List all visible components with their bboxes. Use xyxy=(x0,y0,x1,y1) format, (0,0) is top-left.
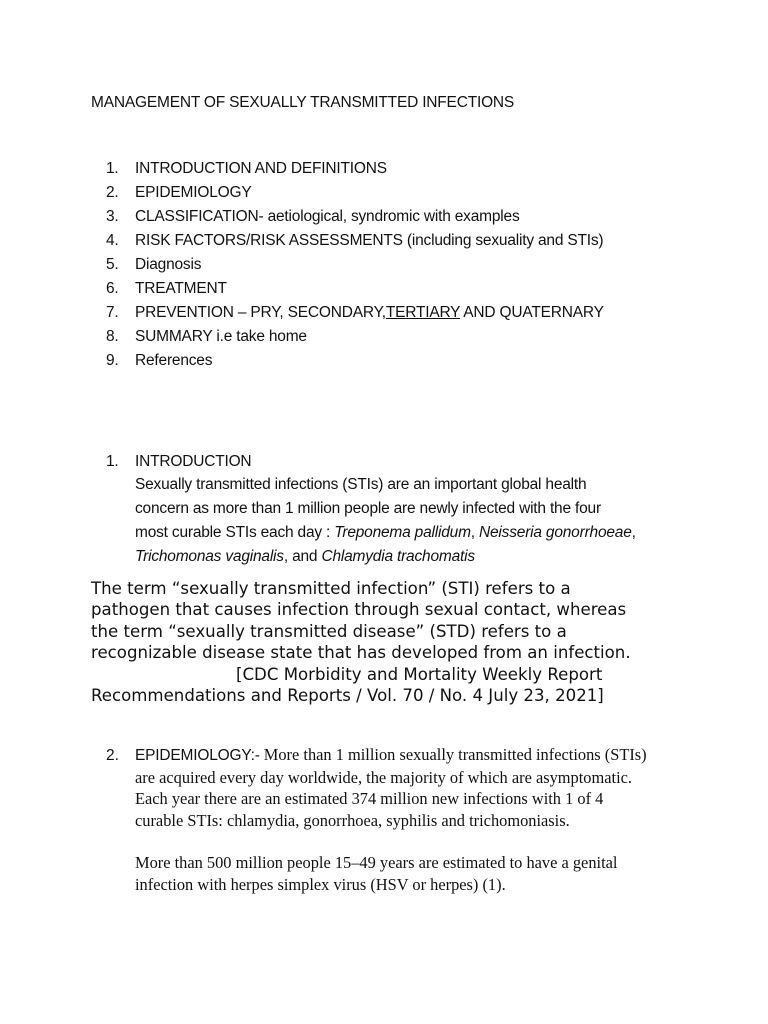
pathogen-name: Treponema pallidum xyxy=(334,524,471,541)
quote-line: recognizable disease state that has developed from an infection. xyxy=(91,643,631,663)
introduction-section xyxy=(106,451,675,569)
toc-number: 4. xyxy=(106,232,119,249)
toc-item xyxy=(106,181,604,205)
toc-text: Diagnosis xyxy=(135,256,202,273)
paragraph-text: More than 1 million sexually transmitted infections (STIs) xyxy=(259,745,647,764)
table-of-contents xyxy=(106,157,604,373)
text-run: , xyxy=(631,524,636,541)
toc-item xyxy=(106,229,604,253)
toc-number: 3. xyxy=(106,208,119,225)
section-heading xyxy=(106,451,675,473)
pathogen-name: Trichomonas vaginalis xyxy=(135,548,284,565)
section-number: 1. xyxy=(106,453,119,470)
toc-item xyxy=(106,349,604,373)
toc-item xyxy=(106,205,604,229)
toc-item xyxy=(106,253,604,277)
toc-text: CLASSIFICATION- aetiological, syndromic with examples xyxy=(135,208,520,225)
text-run: most curable STIs each day : xyxy=(135,524,335,541)
toc-number: 6. xyxy=(106,280,119,297)
pathogen-name: Neisseria gonorrhoeae xyxy=(479,524,632,541)
section-title: EPIDEMIOLOGY:- xyxy=(135,747,260,764)
section-heading xyxy=(106,744,706,767)
paragraph-spacer xyxy=(106,831,706,852)
citation: [CDC Morbidity and Mortality Weekly Report xyxy=(236,664,603,684)
paragraph-line: Sexually transmitted infections (STIs) are an important global health xyxy=(135,476,587,493)
document-title: MANAGEMENT OF SEXUALLY TRANSMITTED INFECTIONS xyxy=(91,94,515,111)
paragraph-line: infection with herpes simplex virus (HSV or herpes) (1). xyxy=(135,874,506,894)
toc-text: References xyxy=(135,352,213,369)
definition-quote xyxy=(91,578,691,706)
introduction-paragraph xyxy=(135,473,675,569)
toc-item xyxy=(106,325,604,349)
toc-number: 1. xyxy=(106,160,119,177)
pathogen-name: Chlamydia trachomatis xyxy=(321,548,475,565)
toc-item xyxy=(106,277,604,301)
toc-text: AND QUATERNARY xyxy=(460,304,604,321)
toc-text: TREATMENT xyxy=(135,280,227,297)
section-title: INTRODUCTION xyxy=(135,453,252,470)
paragraph-line: are acquired every day worldwide, the majority of which are asymptomatic. xyxy=(135,767,632,787)
toc-text: EPIDEMIOLOGY xyxy=(135,184,252,201)
paragraph-line: More than 500 million people 15–49 years are estimated to have a genital xyxy=(135,853,618,872)
paragraph-line xyxy=(135,545,675,569)
paragraph-line xyxy=(135,521,675,545)
paragraph-line: concern as more than 1 million people are newly infected with the four xyxy=(135,500,601,517)
text-run: , and xyxy=(283,548,322,565)
toc-number: 8. xyxy=(106,328,119,345)
toc-item xyxy=(106,301,604,325)
toc-number: 9. xyxy=(106,352,119,369)
paragraph-line: curable STIs: chlamydia, gonorrhoea, syphilis and trichomoniasis. xyxy=(135,810,570,830)
toc-number: 2. xyxy=(106,184,119,201)
toc-text: SUMMARY i.e take home xyxy=(135,328,307,345)
citation: Recommendations and Reports / Vol. 70 / No. 4 July 23, 2021] xyxy=(91,686,604,706)
toc-text: PREVENTION – PRY, SECONDARY, xyxy=(135,304,386,321)
quote-line: The term “sexually transmitted infection” (STI) refers to a xyxy=(91,579,571,598)
toc-text: INTRODUCTION AND DEFINITIONS xyxy=(135,160,387,177)
section-number: 2. xyxy=(106,747,119,764)
epidemiology-section xyxy=(106,744,706,895)
paragraph-line: Each year there are an estimated 374 million new infections with 1 of 4 xyxy=(135,789,604,808)
toc-text: RISK FACTORS/RISK ASSESSMENTS (including sexuality and STIs) xyxy=(135,232,604,249)
quote-line: pathogen that causes infection through sexual contact, whereas xyxy=(91,600,627,620)
toc-number: 7. xyxy=(106,304,119,321)
toc-text-underlined: TERTIARY xyxy=(385,304,461,321)
toc-item xyxy=(106,157,604,181)
quote-line: the term “sexually transmitted disease” (STD) refers to a xyxy=(91,621,567,641)
text-run: , xyxy=(470,524,480,541)
toc-number: 5. xyxy=(106,256,119,273)
